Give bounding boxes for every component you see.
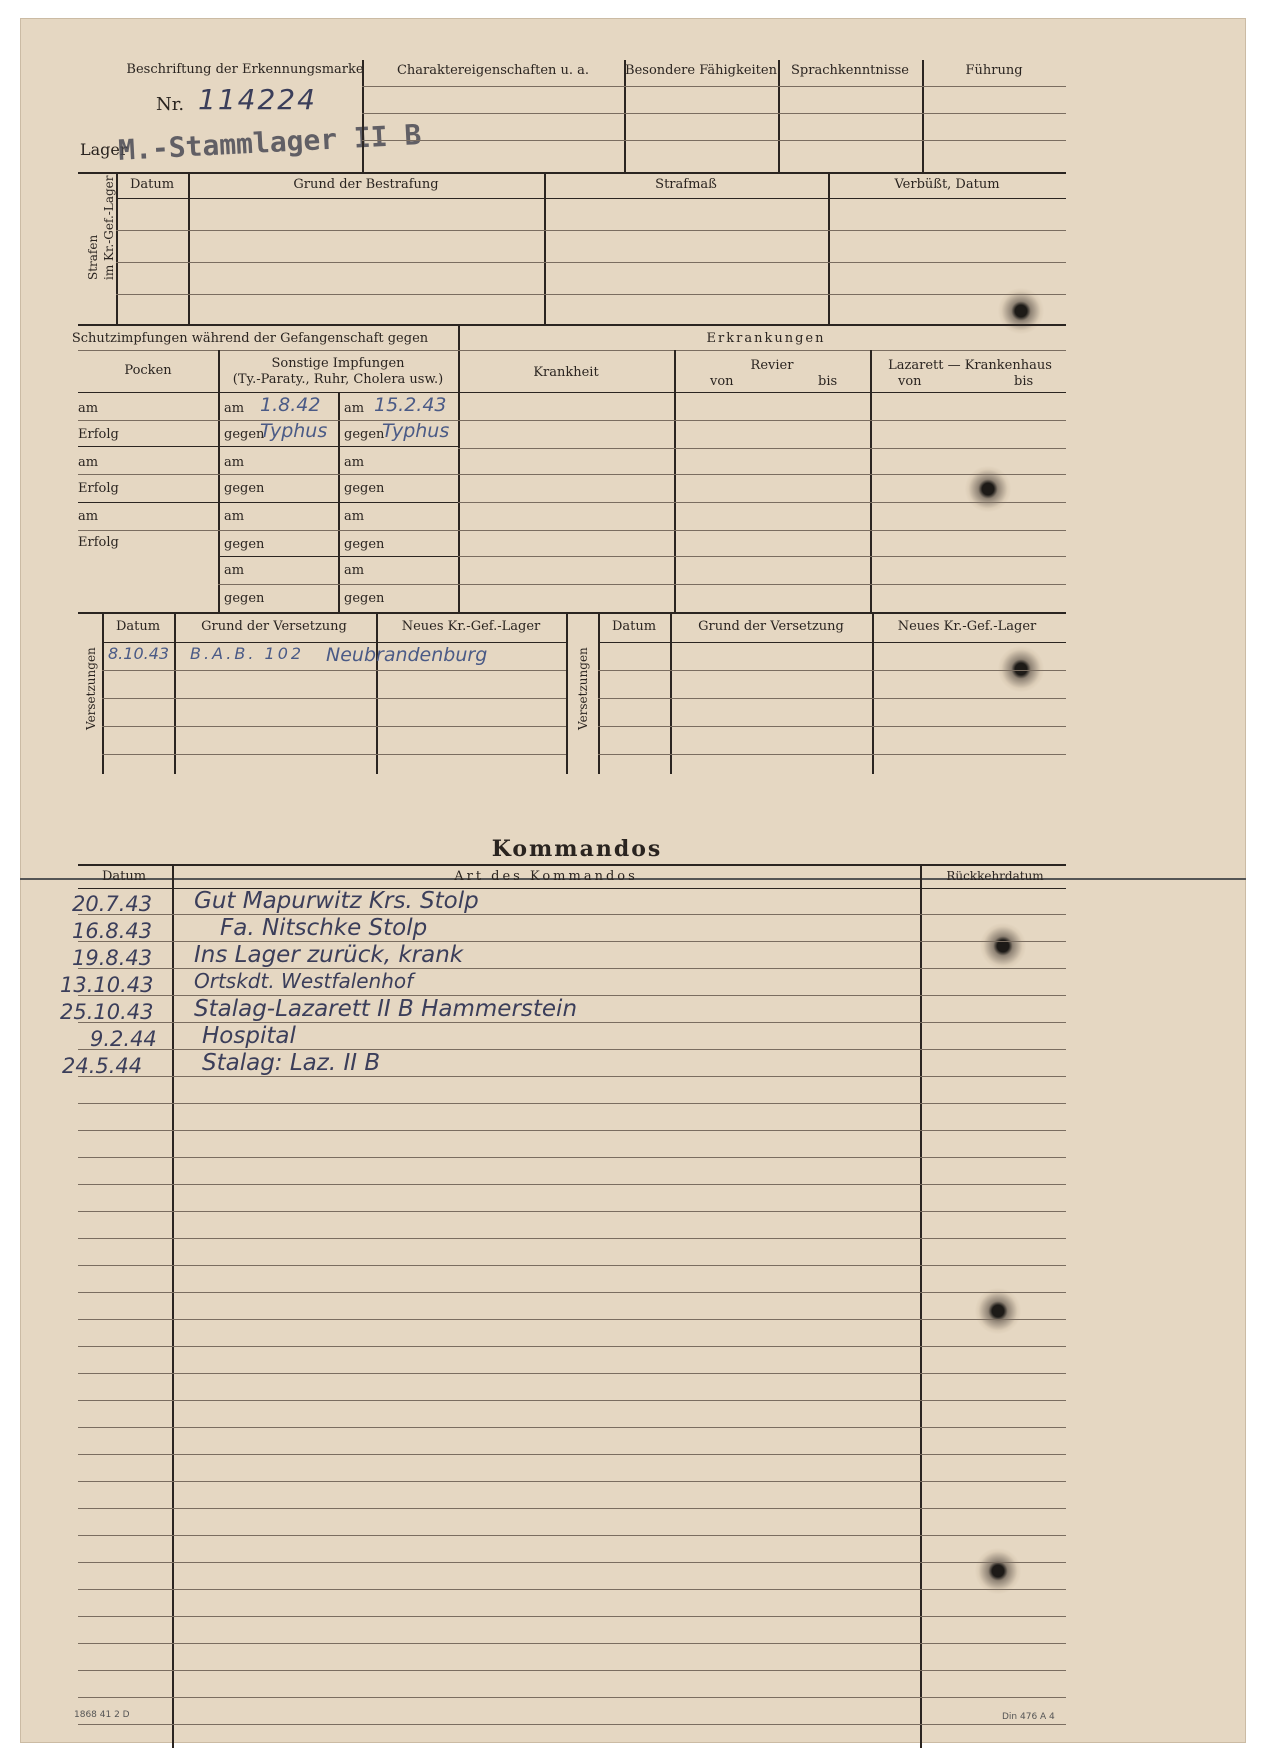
kommandos-title: Kommandos [491, 836, 663, 862]
impf-date-1: 1.8.42 [260, 394, 321, 416]
revier-von: von [710, 374, 734, 389]
punch-hole [975, 1548, 1021, 1594]
print-code: 1868 41 2 D [74, 1710, 130, 1720]
revier-bis: bis [818, 374, 838, 389]
impf-am-1a: am [224, 401, 245, 416]
ruled-line [78, 1103, 1066, 1104]
vers-entry-grund: B.A.B. 102 [190, 644, 305, 663]
lazarett-bis: bis [1014, 374, 1034, 389]
ruled-line [78, 1670, 1066, 1671]
punch-hole [980, 923, 1026, 969]
erkennungsmarke-label: Beschriftung der Erkennungsmarke [126, 62, 364, 77]
strafen-side-label: Strafen [86, 234, 100, 280]
pocken-erfolg-1: Erfolg [78, 427, 119, 442]
kommando-date-6: 9.2.44 [90, 1027, 157, 1051]
nr-label: Nr. [156, 94, 185, 115]
pocken-am-2: am [78, 455, 99, 470]
ruled-line [78, 1292, 1066, 1293]
ruled-line [78, 1346, 1066, 1347]
ruled-line [78, 1157, 1066, 1158]
revier-label: Revier [750, 358, 794, 373]
kommando-date-2: 16.8.43 [72, 919, 153, 943]
punch-hole [998, 646, 1044, 692]
impf-gegen-value-2: Typhus [382, 420, 450, 442]
impf-am-2a: am [224, 455, 245, 470]
ruled-line [78, 1508, 1066, 1509]
ruled-line [78, 1184, 1066, 1185]
pocken-am-3: am [78, 509, 99, 524]
impf-am-3a: am [224, 509, 245, 524]
krankheit-label: Krankheit [533, 365, 599, 380]
kommando-date-3: 19.8.43 [72, 946, 153, 970]
vers-neues-2: Neues Kr.-Gef.-Lager [897, 619, 1037, 634]
kommando-text-6: Hospital [202, 1023, 296, 1049]
impf-am-3b: am [344, 509, 365, 524]
din-label: Din 476 A 4 [1002, 1712, 1055, 1722]
ruled-line [78, 1238, 1066, 1239]
impf-gegen-3b: gegen [344, 537, 385, 552]
kommando-text-5: Stalag-Lazarett II B Hammerstein [194, 996, 578, 1022]
erkrankungen-title: Erkrankungen [706, 331, 826, 346]
vers-entry-date: 8.10.43 [108, 644, 170, 663]
impf-gegen-3a: gegen [224, 537, 265, 552]
impf-am-1b: am [344, 401, 365, 416]
ruled-line [78, 1319, 1066, 1320]
impf-date-2: 15.2.43 [374, 394, 447, 416]
ruled-line [78, 1562, 1066, 1563]
strafen-side-label-2: im Kr.-Gef.-Lager [102, 175, 116, 280]
ruled-line [78, 1589, 1066, 1590]
impf-gegen-4a: gegen [224, 591, 265, 606]
impfungen-title: Schutzimpfungen während der Gefangenschaft gegen [71, 331, 429, 346]
vers-neues-1: Neues Kr.-Gef.-Lager [401, 619, 541, 634]
impf-am-2b: am [344, 455, 365, 470]
lager-label: Lager [80, 140, 128, 159]
kommando-text-4: Ortskdt. Westfalenhof [194, 969, 414, 993]
versetzungen-side-label-1: Versetzungen [84, 647, 98, 730]
kommandos-datum: Datum [101, 869, 147, 884]
nr-value: 114224 [198, 83, 317, 116]
strafen-grund: Grund der Bestrafung [293, 177, 439, 192]
ruled-line [78, 1481, 1066, 1482]
vers-datum-1: Datum [115, 619, 161, 634]
document-card [20, 18, 1246, 1743]
kommando-text-7: Stalag: Laz. II B [202, 1050, 381, 1076]
vers-datum-2: Datum [611, 619, 657, 634]
lazarett-von: von [898, 374, 922, 389]
sonstige-label: Sonstige Impfungen [271, 356, 405, 371]
ruled-line [78, 1427, 1066, 1428]
impf-gegen-1a: gegen [224, 427, 265, 442]
punch-hole [965, 466, 1011, 512]
faehigkeiten-label: Besondere Fähigkeiten [625, 63, 777, 78]
ruled-line [78, 1211, 1066, 1212]
ruled-line [78, 1697, 1066, 1698]
ruled-line [78, 1130, 1066, 1131]
pocken-label: Pocken [124, 363, 172, 378]
impf-gegen-4b: gegen [344, 591, 385, 606]
ruled-line [78, 1400, 1066, 1401]
kommando-text-1: Gut Mapurwitz Krs. Stolp [194, 888, 479, 914]
charakter-label: Charaktereigenschaften u. a. [396, 63, 590, 78]
impf-gegen-1b: gegen [344, 427, 385, 442]
impf-gegen-2a: gegen [224, 481, 265, 496]
pocken-erfolg-3: Erfolg [78, 535, 119, 550]
strafen-datum: Datum [129, 177, 175, 192]
kommando-date-7: 24.5.44 [62, 1054, 143, 1078]
kommando-text-2: Fa. Nitschke Stolp [220, 915, 428, 941]
ruled-line [78, 1643, 1066, 1644]
kommandos-art: Art des Kommandos [454, 869, 638, 884]
ruled-line [78, 1373, 1066, 1374]
impf-am-4b: am [344, 563, 365, 578]
ruled-line [78, 1724, 1066, 1725]
ruled-line [78, 1265, 1066, 1266]
strafen-strafmass: Strafmaß [655, 177, 717, 192]
pocken-am-1: am [78, 401, 99, 416]
kommando-date-1: 20.7.43 [72, 892, 153, 916]
impf-gegen-2b: gegen [344, 481, 385, 496]
sprach-label: Sprachkenntnisse [791, 63, 909, 78]
punch-hole [975, 1288, 1021, 1334]
lager-stamp: M.-Stammlager II B [117, 118, 423, 167]
strafen-verbuesst: Verbüßt, Datum [894, 177, 1000, 192]
vers-grund-2: Grund der Versetzung [698, 619, 844, 634]
kommandos-rueckkehr: Rückkehrdatum [946, 869, 1044, 883]
pocken-erfolg-2: Erfolg [78, 481, 119, 496]
kommando-date-4: 13.10.43 [60, 973, 154, 997]
kommando-date-5: 25.10.43 [60, 1000, 154, 1024]
vers-entry-lager: Neubrandenburg [326, 644, 488, 666]
ruled-line [78, 1076, 1066, 1077]
impf-gegen-value-1: Typhus [260, 420, 328, 442]
ruled-line [78, 1616, 1066, 1617]
kommando-text-3: Ins Lager zurück, krank [194, 942, 464, 968]
fuehrung-label: Führung [965, 63, 1023, 78]
vers-grund-1: Grund der Versetzung [201, 619, 347, 634]
ruled-line [78, 1535, 1066, 1536]
ruled-line [78, 1454, 1066, 1455]
sonstige-label-2: (Ty.-Paraty., Ruhr, Cholera usw.) [232, 372, 444, 387]
lazarett-label: Lazarett — Krankenhaus [888, 358, 1052, 373]
impf-am-4a: am [224, 563, 245, 578]
versetzungen-side-label-2: Versetzungen [576, 647, 590, 730]
